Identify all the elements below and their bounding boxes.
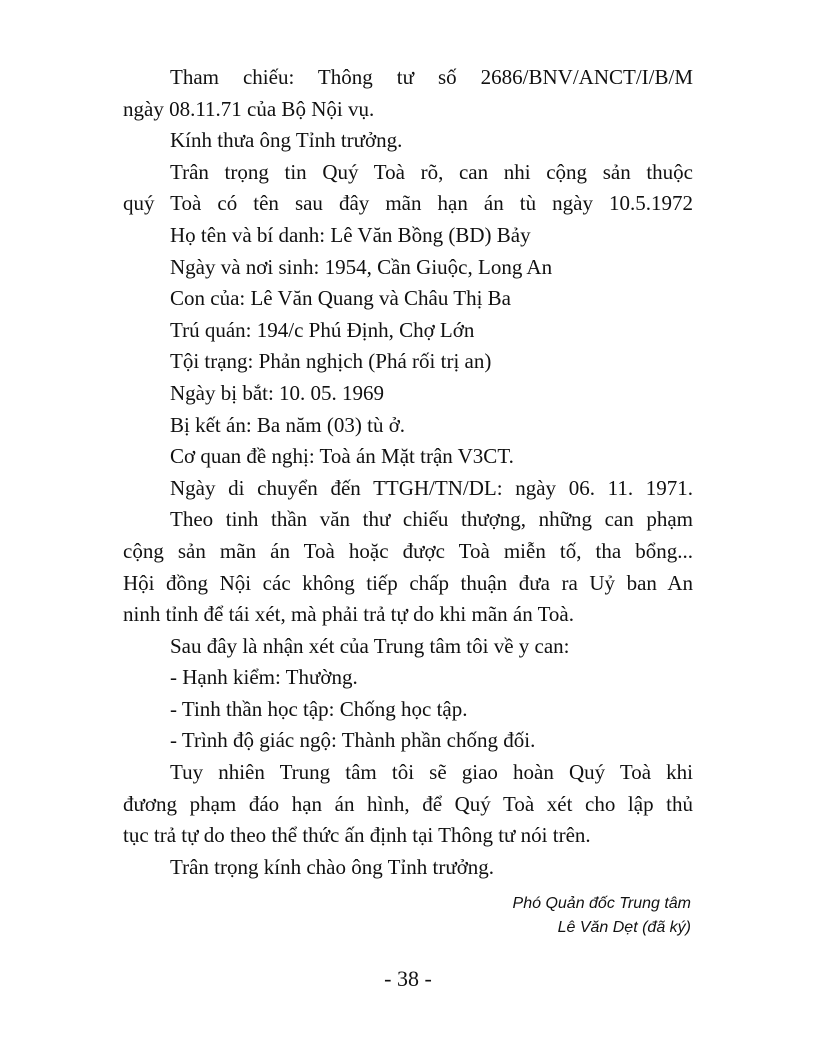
text-line: Trân trọng tin Quý Toà rõ, can nhi cộng sản thuộc (170, 159, 693, 184)
text-line: Họ tên và bí danh: Lê Văn Bồng (BD) Bảy (170, 222, 531, 247)
text-line: Tuy nhiên Trung tâm tôi sẽ giao hoàn Quý Toà khi (170, 760, 693, 785)
signature-title: Phó Quản đốc Trung tâm (512, 895, 691, 913)
text-line: Trân trọng kính chào ông Tỉnh trưởng. (170, 854, 495, 879)
text-line: Bị kết án: Ba năm (03) tù ở. (170, 412, 406, 437)
list-item: - Hạnh kiểm: Thường. (170, 665, 358, 690)
list-item: - Tinh thần học tập: Chống học tập. (170, 696, 468, 721)
signature-name: Lê Văn Dẹt (đã ký) (557, 919, 691, 937)
text-line: cộng sản mãn án Toà hoặc được Toà miễn tố, tha bổng... (123, 538, 693, 563)
text-line: Trú quán: 194/c Phú Định, Chợ Lớn (170, 317, 475, 342)
text-line: tục trả tự do theo thể thức ấn định tại Thông tư nói trên. (123, 823, 591, 848)
text-line: Hội đồng Nội các không tiếp chấp thuận đưa ra Uỷ ban An (123, 570, 693, 595)
text-line: Tham chiếu: Thông tư số 2686/BNV/ANCT/I/B/M (170, 65, 693, 89)
text-line: Con của: Lê Văn Quang và Châu Thị Ba (170, 286, 511, 311)
text-line: Ngày và nơi sinh: 1954, Cần Giuộc, Long An (170, 254, 553, 279)
text-line: Ngày bị bắt: 10. 05. 1969 (170, 380, 385, 405)
text-line: đương phạm đáo hạn án hình, để Quý Toà xét cho lập thủ (123, 791, 693, 816)
text-line: Kính thưa ông Tỉnh trưởng. (170, 128, 403, 153)
page-number: - 38 - (384, 966, 432, 991)
text-line: Cơ quan đề nghị: Toà án Mặt trận V3CT. (170, 444, 514, 469)
signature-block (123, 892, 693, 940)
list-item: - Trình độ giác ngộ: Thành phần chống đối. (170, 728, 536, 753)
document-body (123, 62, 693, 940)
text-line: ninh tỉnh để tái xét, mà phải trả tự do khi mãn án Toà. (123, 602, 575, 627)
text-line: Ngày di chuyển đến TTGH/TN/DL: ngày 06. 11. 1971. (170, 475, 693, 500)
text-line: ngày 08.11.71 của Bộ Nội vụ. (123, 96, 375, 121)
text-line: Tội trạng: Phản nghịch (Phá rối trị an) (170, 349, 492, 374)
text-line: quý Toà có tên sau đây mãn hạn án tù ngày 10.5.1972 (123, 191, 693, 216)
text-line: Theo tinh thần văn thư chiếu thượng, những can phạm (170, 507, 693, 532)
text-line: Sau đây là nhận xét của Trung tâm tôi về y can: (170, 633, 570, 658)
